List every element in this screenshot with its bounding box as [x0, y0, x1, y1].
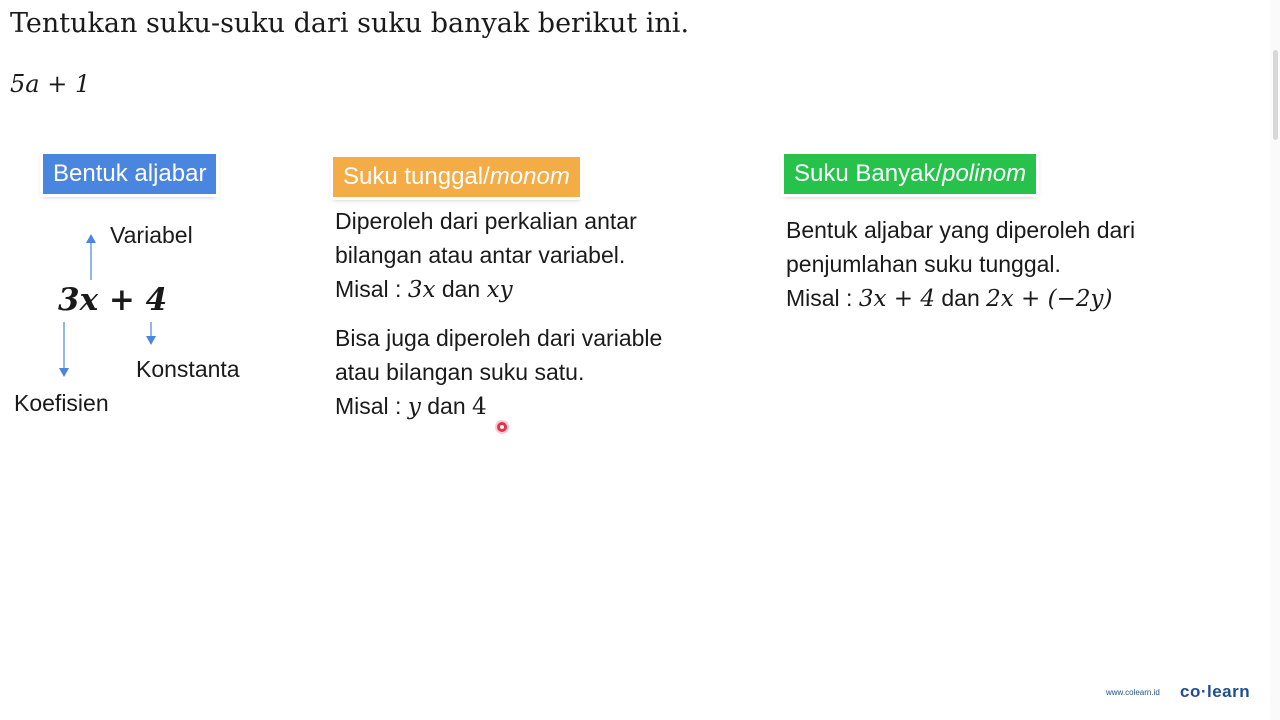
example-term-4: 4 — [472, 394, 487, 420]
example-polynomial-1: 3x + 4 — [858, 286, 935, 312]
colearn-logo: co·learn — [1180, 682, 1251, 701]
variabel-arrow-head — [86, 234, 96, 243]
suku-tunggal-definition — [335, 204, 637, 307]
suku-tunggal-example-1 — [335, 272, 637, 307]
suku-banyak-tag-label: Suku Banyak/ — [794, 160, 943, 187]
konstanta-arrow-head — [146, 336, 156, 345]
example-term-y: y — [407, 394, 421, 420]
question-expression: 5a + 1 — [10, 70, 91, 98]
misal-prefix: Misal : — [335, 276, 408, 302]
suku-tunggal-line-2: bilangan atau antar variabel. — [335, 242, 626, 268]
pointer-cursor-dot — [497, 422, 507, 432]
brand-url: www.colearn.id — [1106, 688, 1160, 697]
konstanta-label: Konstanta — [136, 356, 240, 382]
suku-banyak-line-2: penjumlahan suku tunggal. — [786, 251, 1061, 277]
example-polynomial-2: 2x + (−2y) — [986, 286, 1113, 312]
misal-dan: dan — [420, 393, 472, 419]
misal-prefix: Misal : — [786, 285, 859, 311]
koefisien-arrow-head — [59, 368, 69, 377]
suku-tunggal-line-3: Bisa juga diperoleh dari variable — [335, 325, 663, 351]
misal-prefix: Misal : — [335, 393, 408, 419]
suku-banyak-example — [786, 281, 1135, 316]
suku-banyak-definition — [786, 213, 1135, 316]
suku-banyak-tag — [784, 154, 1036, 194]
suku-tunggal-tag-label: Suku tunggal/ — [343, 163, 490, 190]
suku-tunggal-note — [335, 321, 662, 424]
example-expression: 3x + 4 — [58, 282, 168, 318]
suku-tunggal-line-4: atau bilangan suku satu. — [335, 359, 585, 385]
question-title: Tentukan suku-suku dari suku banyak berikut ini. — [10, 8, 690, 39]
suku-tunggal-example-2 — [335, 389, 662, 424]
example-term-3x: 3x — [407, 277, 436, 303]
suku-banyak-tag-italic: polinom — [942, 160, 1027, 187]
suku-tunggal-line-1: Diperoleh dari perkalian antar — [335, 208, 637, 234]
misal-dan: dan — [934, 285, 987, 311]
scrollbar-thumb[interactable] — [1273, 50, 1278, 140]
misal-dan: dan — [435, 276, 487, 302]
variabel-label: Variabel — [110, 222, 193, 248]
example-term-xy: xy — [486, 277, 513, 303]
bentuk-aljabar-tag-label: Bentuk aljabar — [53, 160, 207, 187]
suku-tunggal-tag — [333, 157, 580, 197]
suku-banyak-line-1: Bentuk aljabar yang diperoleh dari — [786, 217, 1136, 243]
koefisien-label: Koefisien — [14, 390, 109, 416]
suku-tunggal-tag-italic: monom — [489, 163, 570, 190]
